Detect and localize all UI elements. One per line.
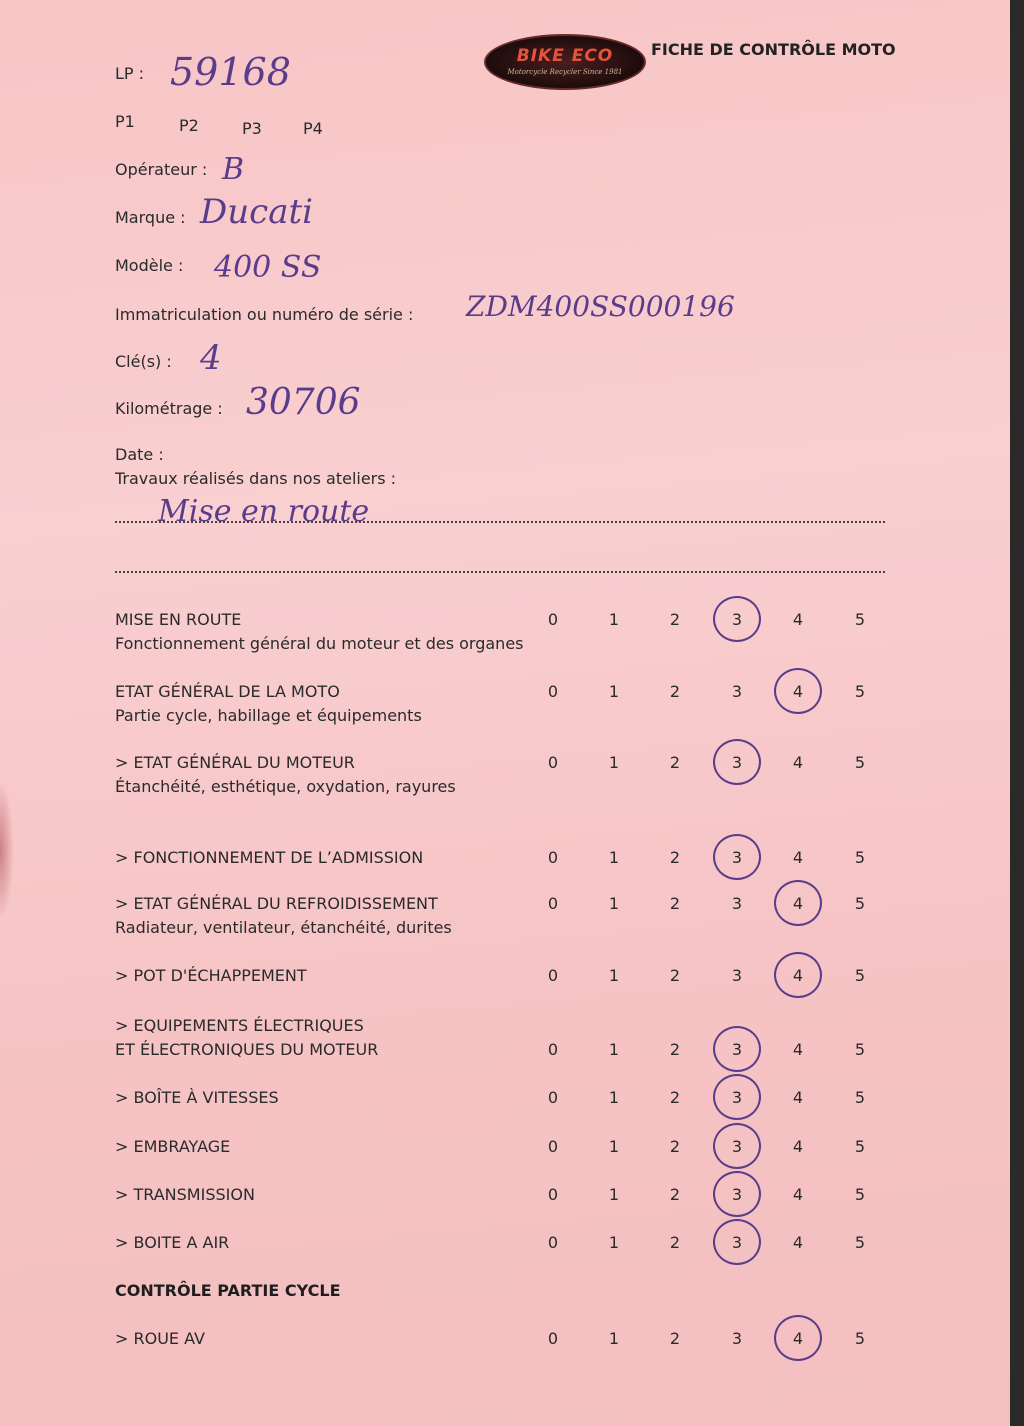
criterion-8-score-0[interactable]: 0	[547, 1088, 559, 1107]
criterion-title: > POT D'ÉCHAPPEMENT	[115, 966, 307, 985]
p1-label: P1	[115, 112, 135, 131]
criterion-5-score-1[interactable]: 1	[608, 894, 620, 913]
criterion-11-score-0[interactable]: 0	[547, 1233, 559, 1252]
operator-value[interactable]: B	[222, 152, 245, 187]
criterion-7-score-4[interactable]: 4	[792, 1040, 804, 1059]
criterion-title: > ETAT GÉNÉRAL DU MOTEUR	[115, 753, 355, 772]
criterion-3-score-3[interactable]: 3	[731, 753, 743, 772]
mileage-label: Kilométrage :	[115, 399, 223, 418]
criterion-7-score-5[interactable]: 5	[854, 1040, 866, 1059]
criterion-5-score-2[interactable]: 2	[669, 894, 681, 913]
form-title: FICHE DE CONTRÔLE MOTO	[651, 40, 896, 59]
criterion-9-score-1[interactable]: 1	[608, 1137, 620, 1156]
criterion-2-score-2[interactable]: 2	[669, 682, 681, 701]
criterion-11-score-2[interactable]: 2	[669, 1233, 681, 1252]
criterion-8-score-4[interactable]: 4	[792, 1088, 804, 1107]
criterion-9-score-2[interactable]: 2	[669, 1137, 681, 1156]
model-value[interactable]: 400 SS	[214, 250, 322, 285]
criterion-3-score-2[interactable]: 2	[669, 753, 681, 772]
works-value[interactable]: Mise en route	[158, 494, 370, 529]
paper-stain	[0, 780, 14, 920]
criterion-2-score-5[interactable]: 5	[854, 682, 866, 701]
criterion-6-score-3[interactable]: 3	[731, 966, 743, 985]
criterion-7-score-0[interactable]: 0	[547, 1040, 559, 1059]
operator-label: Opérateur :	[115, 160, 208, 179]
criterion-2-score-1[interactable]: 1	[608, 682, 620, 701]
criterion-5-score-3[interactable]: 3	[731, 894, 743, 913]
criterion-subtitle: Étanchéité, esthétique, oxydation, rayures	[115, 777, 456, 796]
cycle-criterion-1-score-3[interactable]: 3	[731, 1329, 743, 1348]
criterion-2-score-3[interactable]: 3	[731, 682, 743, 701]
criterion-11-score-5[interactable]: 5	[854, 1233, 866, 1252]
criterion-title: > BOITE A AIR	[115, 1233, 230, 1252]
criterion-10-score-3[interactable]: 3	[731, 1185, 743, 1204]
criterion-5-score-4[interactable]: 4	[792, 894, 804, 913]
cycle-criterion-1-score-4[interactable]: 4	[792, 1329, 804, 1348]
criterion-title: > ROUE AV	[115, 1329, 205, 1348]
criterion-6-score-5[interactable]: 5	[854, 966, 866, 985]
p3-label: P3	[242, 119, 262, 138]
criterion-1-score-3[interactable]: 3	[731, 610, 743, 629]
criterion-6-score-2[interactable]: 2	[669, 966, 681, 985]
criterion-subtitle: Radiateur, ventilateur, étanchéité, durites	[115, 918, 452, 937]
criterion-7-score-1[interactable]: 1	[608, 1040, 620, 1059]
selected-score-circle	[713, 1219, 761, 1265]
logo-text: BIKE ECO	[516, 46, 614, 66]
works-line-2	[115, 571, 885, 573]
cycle-criterion-1-score-1[interactable]: 1	[608, 1329, 620, 1348]
criterion-3-score-5[interactable]: 5	[854, 753, 866, 772]
works-label: Travaux réalisés dans nos ateliers :	[115, 469, 397, 488]
selected-score-circle	[713, 834, 761, 880]
criterion-3-score-4[interactable]: 4	[792, 753, 804, 772]
lp-label: LP :	[115, 64, 145, 83]
registration-label: Immatriculation ou numéro de série :	[115, 305, 414, 324]
criterion-6-score-1[interactable]: 1	[608, 966, 620, 985]
criterion-1-score-4[interactable]: 4	[792, 610, 804, 629]
criterion-8-score-3[interactable]: 3	[731, 1088, 743, 1107]
works-line-1	[115, 521, 885, 523]
criterion-1-score-5[interactable]: 5	[854, 610, 866, 629]
bike-eco-logo	[484, 34, 646, 90]
criterion-title: > EMBRAYAGE	[115, 1137, 231, 1156]
cycle-criterion-1-score-0[interactable]: 0	[547, 1329, 559, 1348]
criterion-subtitle: Fonctionnement général du moteur et des organes	[115, 634, 524, 653]
keys-label: Clé(s) :	[115, 352, 172, 371]
criterion-4-score-2[interactable]: 2	[669, 848, 681, 867]
criterion-7-score-2[interactable]: 2	[669, 1040, 681, 1059]
criterion-3-score-0[interactable]: 0	[547, 753, 559, 772]
criterion-10-score-5[interactable]: 5	[854, 1185, 866, 1204]
criterion-subtitle: ET ÉLECTRONIQUES DU MOTEUR	[115, 1040, 379, 1059]
criterion-11-score-4[interactable]: 4	[792, 1233, 804, 1252]
criterion-11-score-1[interactable]: 1	[608, 1233, 620, 1252]
criterion-4-score-1[interactable]: 1	[608, 848, 620, 867]
cycle-criterion-1-score-2[interactable]: 2	[669, 1329, 681, 1348]
selected-score-circle	[713, 1074, 761, 1120]
selected-score-circle	[774, 1315, 822, 1361]
criterion-1-score-1[interactable]: 1	[608, 610, 620, 629]
criterion-1-score-2[interactable]: 2	[669, 610, 681, 629]
criterion-8-score-1[interactable]: 1	[608, 1088, 620, 1107]
logo-subtext: Motorcycle Recycler Since 1981	[507, 68, 623, 76]
cycle-criterion-1-score-5[interactable]: 5	[854, 1329, 866, 1348]
model-label: Modèle :	[115, 256, 184, 275]
criterion-1-score-0[interactable]: 0	[547, 610, 559, 629]
selected-score-circle	[774, 952, 822, 998]
criterion-title: > ETAT GÉNÉRAL DU REFROIDISSEMENT	[115, 894, 438, 913]
criterion-title: > BOÎTE À VITESSES	[115, 1088, 279, 1107]
criterion-title: > EQUIPEMENTS ÉLECTRIQUES	[115, 1016, 364, 1035]
section-title-partie-cycle: CONTRÔLE PARTIE CYCLE	[115, 1281, 341, 1300]
brand-value[interactable]: Ducati	[200, 192, 314, 232]
criterion-6-score-0[interactable]: 0	[547, 966, 559, 985]
criterion-2-score-4[interactable]: 4	[792, 682, 804, 701]
criterion-10-score-2[interactable]: 2	[669, 1185, 681, 1204]
selected-score-circle	[774, 668, 822, 714]
criterion-10-score-1[interactable]: 1	[608, 1185, 620, 1204]
date-label: Date :	[115, 445, 164, 464]
criterion-title: > TRANSMISSION	[115, 1185, 255, 1204]
criterion-title: MISE EN ROUTE	[115, 610, 242, 629]
criterion-8-score-5[interactable]: 5	[854, 1088, 866, 1107]
keys-value[interactable]: 4	[200, 338, 222, 378]
criterion-7-score-3[interactable]: 3	[731, 1040, 743, 1059]
criterion-4-score-0[interactable]: 0	[547, 848, 559, 867]
criterion-4-score-5[interactable]: 5	[854, 848, 866, 867]
criterion-title: ETAT GÉNÉRAL DE LA MOTO	[115, 682, 340, 701]
criterion-title: > FONCTIONNEMENT DE L’ADMISSION	[115, 848, 424, 867]
mileage-value[interactable]: 30706	[246, 382, 361, 423]
p4-label: P4	[303, 119, 323, 138]
criterion-6-score-4[interactable]: 4	[792, 966, 804, 985]
selected-score-circle	[713, 739, 761, 785]
selected-score-circle	[774, 880, 822, 926]
criterion-11-score-3[interactable]: 3	[731, 1233, 743, 1252]
criterion-4-score-4[interactable]: 4	[792, 848, 804, 867]
criterion-subtitle: Partie cycle, habillage et équipements	[115, 706, 422, 725]
lp-value[interactable]: 59168	[170, 50, 291, 94]
selected-score-circle	[713, 1026, 761, 1072]
criterion-8-score-2[interactable]: 2	[669, 1088, 681, 1107]
selected-score-circle	[713, 596, 761, 642]
brand-label: Marque :	[115, 208, 186, 227]
criterion-9-score-5[interactable]: 5	[854, 1137, 866, 1156]
criterion-9-score-0[interactable]: 0	[547, 1137, 559, 1156]
selected-score-circle	[713, 1123, 761, 1169]
criterion-9-score-4[interactable]: 4	[792, 1137, 804, 1156]
criterion-10-score-0[interactable]: 0	[547, 1185, 559, 1204]
criterion-3-score-1[interactable]: 1	[608, 753, 620, 772]
criterion-5-score-5[interactable]: 5	[854, 894, 866, 913]
criterion-4-score-3[interactable]: 3	[731, 848, 743, 867]
selected-score-circle	[713, 1171, 761, 1217]
p2-label: P2	[179, 116, 199, 135]
registration-value[interactable]: ZDM400SS000196	[466, 290, 735, 323]
criterion-5-score-0[interactable]: 0	[547, 894, 559, 913]
criterion-2-score-0[interactable]: 0	[547, 682, 559, 701]
criterion-9-score-3[interactable]: 3	[731, 1137, 743, 1156]
criterion-10-score-4[interactable]: 4	[792, 1185, 804, 1204]
